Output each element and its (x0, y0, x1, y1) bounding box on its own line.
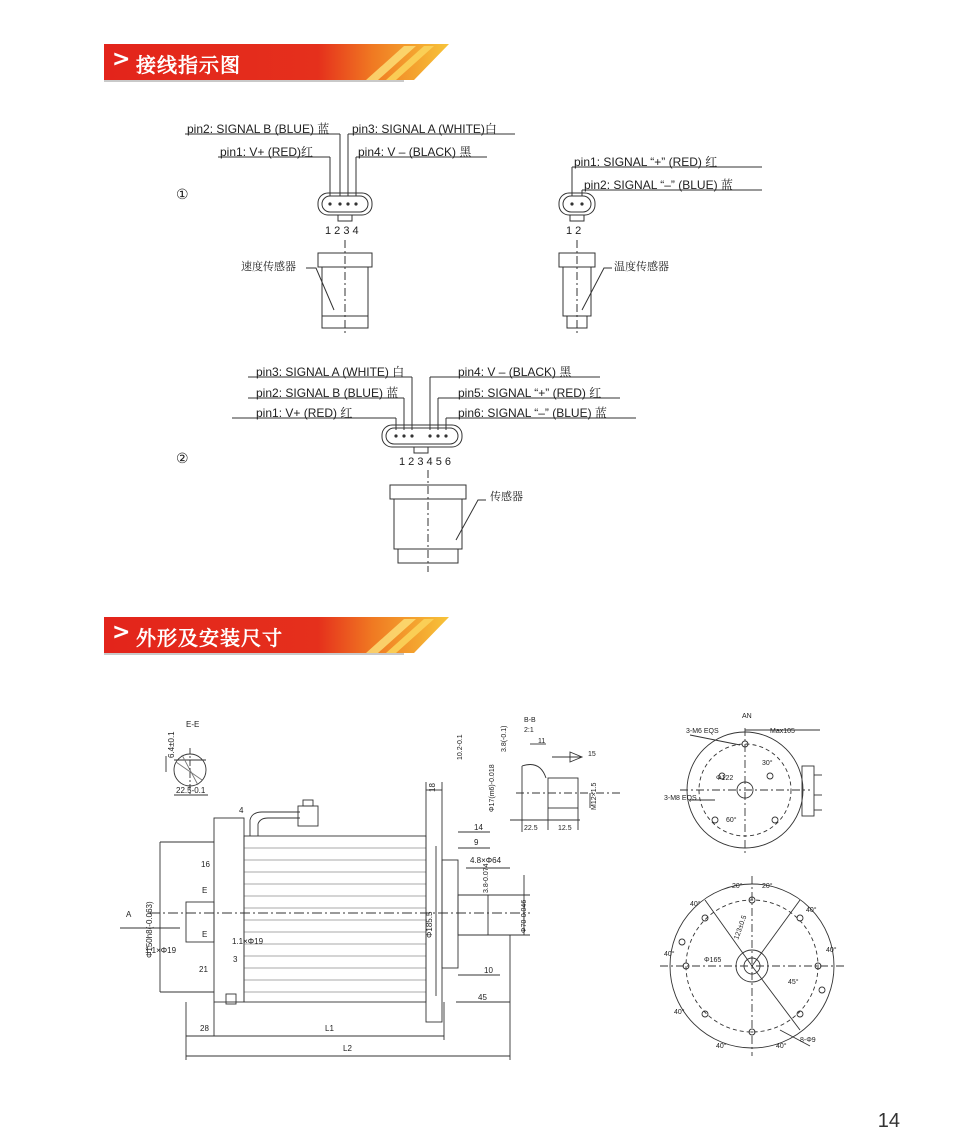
flange-dim7: 40° (674, 1009, 685, 1016)
bb-dim4: 15 (588, 751, 596, 758)
dim-chamfer2: 1.1×Φ19 (145, 946, 177, 955)
dim-28: 28 (200, 1024, 209, 1033)
view-a-label: A (126, 910, 132, 919)
bb-scale: 2:1 (524, 727, 534, 734)
dim-bore: Φ70-0.046 (521, 899, 528, 933)
chevron-icon: > (112, 47, 131, 72)
pin-numbers-6pin: 1 2 3 4 5 6 (399, 456, 451, 468)
ee-dim2: 22.5-0.1 (176, 786, 206, 795)
diagram2-pin6-label: pin6: SIGNAL “–” (BLUE) 蓝 (458, 406, 607, 420)
ee-label: E-E (186, 720, 200, 729)
pin3-label-4pin: pin3: SIGNAL A (WHITE)白 (352, 122, 497, 136)
an-label: AN (742, 713, 752, 720)
pin4-label-4pin: pin4: V – (BLACK) 黑 (358, 145, 472, 159)
dim-l1: L1 (325, 1024, 334, 1033)
flange-dim12: 8-Φ9 (800, 1037, 816, 1044)
pin-numbers-4pin: 1 2 3 4 (325, 225, 359, 237)
dim-chamfer1: 1.1×Φ19 (232, 937, 264, 946)
sensor-label: 传感器 (490, 491, 523, 503)
dim-l2: L2 (343, 1044, 352, 1053)
flange-dim13: 123±0.5 (733, 914, 749, 941)
diagram2-pin1-label: pin1: V+ (RED) 红 (256, 406, 353, 420)
section-mark-e2: E (202, 930, 208, 939)
an-dim4: 30° (762, 760, 773, 767)
pin-numbers-2pin: 1 2 (566, 225, 582, 237)
dim-18: 18 (428, 783, 437, 792)
dim-3: 3 (233, 955, 238, 964)
bb-dim3: 11 (538, 738, 546, 745)
bb-dim7: 22.5 (524, 825, 538, 832)
chevron-icon: > (112, 620, 131, 645)
pin2-label-2pin: pin2: SIGNAL “–” (BLUE) 蓝 (584, 178, 733, 192)
an-dim1: 3-M6 EQS (686, 728, 719, 735)
an-dim6: Φ122 (716, 775, 734, 782)
diagram2-marker: ② (176, 450, 189, 466)
dim-45: 45 (478, 993, 487, 1002)
bb-label: B-B (524, 717, 536, 724)
speed-sensor-label: 速度传感器 (241, 261, 296, 273)
an-dim3: Max105 (770, 728, 795, 735)
temperature-sensor-label: 温度传感器 (614, 261, 669, 273)
bb-dim1: 10.2-0.1 (457, 734, 464, 760)
page-number: 14 (877, 1110, 900, 1132)
diagram2-pin3-label: pin3: SIGNAL A (WHITE) 白 (256, 365, 405, 379)
dim-16: 16 (201, 860, 210, 869)
dim-10: 10 (484, 966, 493, 975)
section-title-dimensions: 外形及安装尺寸 (136, 626, 283, 650)
flange-dim9: 40° (776, 1043, 787, 1050)
flange-dim2: 20° (762, 883, 773, 890)
dim-9: 9 (474, 838, 479, 847)
flange-dim11: 45° (788, 979, 799, 986)
an-dim5: 60° (726, 817, 737, 824)
flange-dim6: 40° (826, 947, 837, 954)
bb-dim5: Φ17(m6)-0.018 (489, 764, 496, 812)
dim-185: Φ185.5 (425, 911, 434, 938)
flange-dim10: Φ165 (704, 957, 722, 964)
dim-4: 4 (239, 806, 244, 815)
section-mark-e1: E (202, 886, 208, 895)
flange-dim8: 40° (716, 1043, 727, 1050)
flange-dim4: 40° (806, 907, 817, 914)
pin2-label-4pin: pin2: SIGNAL B (BLUE) 蓝 (187, 122, 330, 136)
diagram2-pin4-label: pin4: V – (BLACK) 黑 (458, 365, 572, 379)
diagram1-marker: ① (176, 186, 189, 202)
an-dim2: 3-M8 EQS (664, 795, 697, 802)
diagram2-pin5-label: pin5: SIGNAL “+” (RED) 红 (458, 386, 602, 400)
dim-4.8x64: 4.8×Φ64 (470, 856, 502, 865)
bb-dim2: 3.8(-0.1) (501, 725, 508, 752)
pin1-label-4pin: pin1: V+ (RED)红 (220, 145, 314, 159)
bb-dim6: M12×1.5 (591, 782, 598, 810)
diagram2-pin2-label: pin2: SIGNAL B (BLUE) 蓝 (256, 386, 399, 400)
dim-bore2: 3.8-0.074 (483, 863, 490, 893)
flange-dim1: 20° (732, 883, 743, 890)
bb-dim8: 12.5 (558, 825, 572, 832)
flange-dim3: 40° (690, 901, 701, 908)
ee-dim1: 6.4±0.1 (167, 731, 176, 758)
pin1-label-2pin: pin1: SIGNAL “+” (RED) 红 (574, 155, 718, 169)
dim-150: Φ150h8(-0.063) (145, 901, 154, 958)
dim-21: 21 (199, 965, 208, 974)
flange-dim5: 40° (664, 951, 675, 958)
section-title-wiring: 接线指示图 (136, 53, 241, 77)
dim-14: 14 (474, 823, 483, 832)
